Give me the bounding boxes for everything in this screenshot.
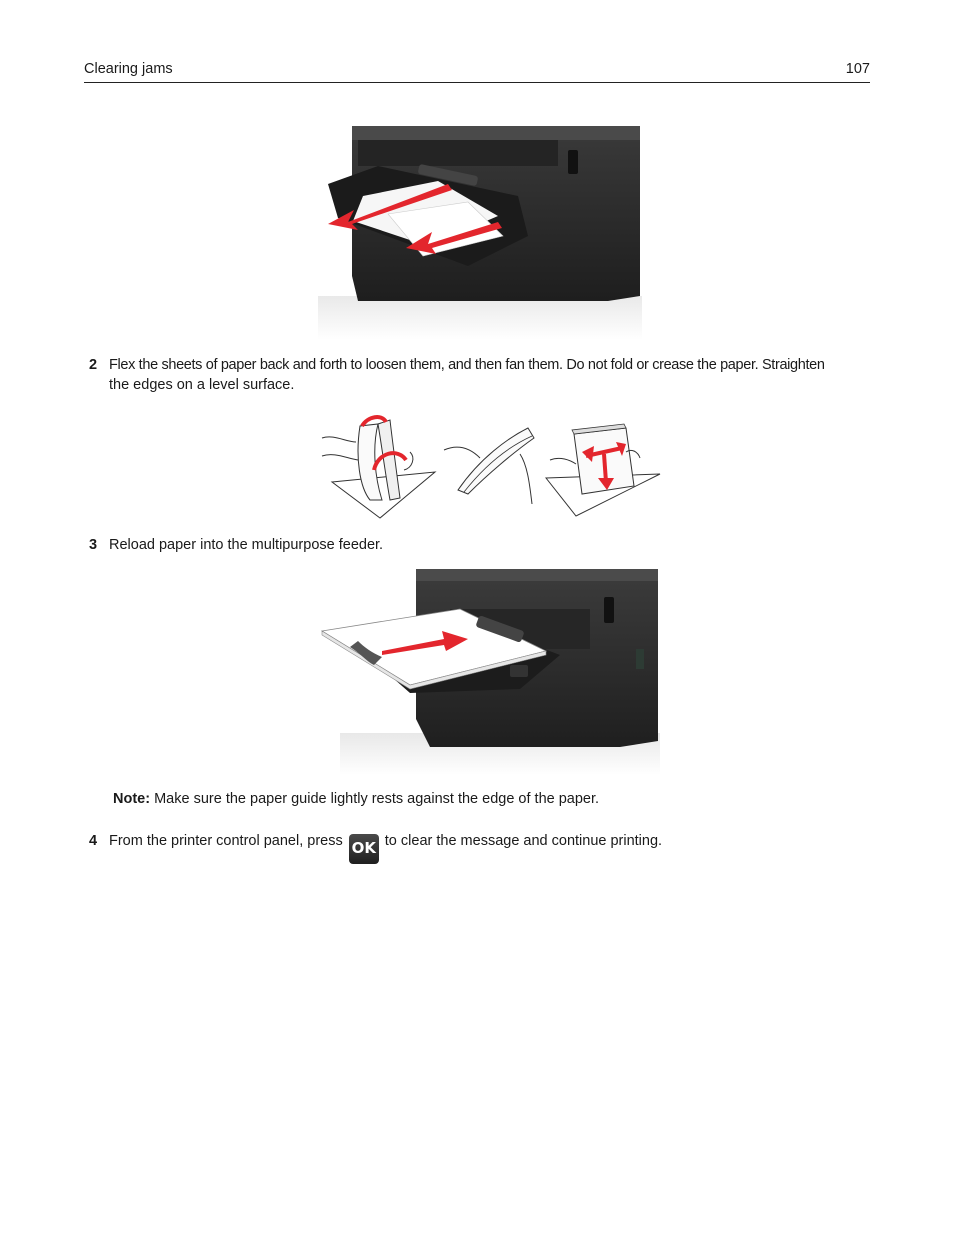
step-text-line2: the edges on a level surface. bbox=[109, 377, 295, 393]
step-text: Reload paper into the multipurpose feeder. bbox=[109, 537, 384, 553]
flex-fan-paper-illustration bbox=[320, 408, 662, 522]
page-header bbox=[84, 60, 870, 83]
step-4 bbox=[89, 831, 789, 861]
note-label: Note: bbox=[113, 791, 151, 807]
remove-jammed-paper-illustration bbox=[318, 126, 642, 340]
step-number: 4 bbox=[89, 833, 98, 849]
step-3 bbox=[89, 535, 689, 555]
section-title: Clearing jams bbox=[84, 61, 173, 77]
step-number: 2 bbox=[89, 357, 98, 373]
note bbox=[113, 789, 599, 809]
step-number: 3 bbox=[89, 537, 98, 553]
note-text: Make sure the paper guide lightly rests against the edge of the paper. bbox=[154, 791, 600, 807]
reload-paper-illustration bbox=[320, 569, 660, 775]
page-number: 107 bbox=[845, 61, 870, 77]
step-2 bbox=[89, 355, 879, 397]
step-text-line1: Flex the sheets of paper back and forth to loosen them, and then fan them. Do not fold or crease the paper. Straighten bbox=[109, 357, 825, 373]
step-text-before: From the printer control panel, press bbox=[109, 833, 343, 849]
step-text-after: to clear the message and continue printing. bbox=[384, 833, 663, 849]
ok-button-icon: OK bbox=[349, 834, 379, 864]
step-text bbox=[109, 831, 662, 864]
